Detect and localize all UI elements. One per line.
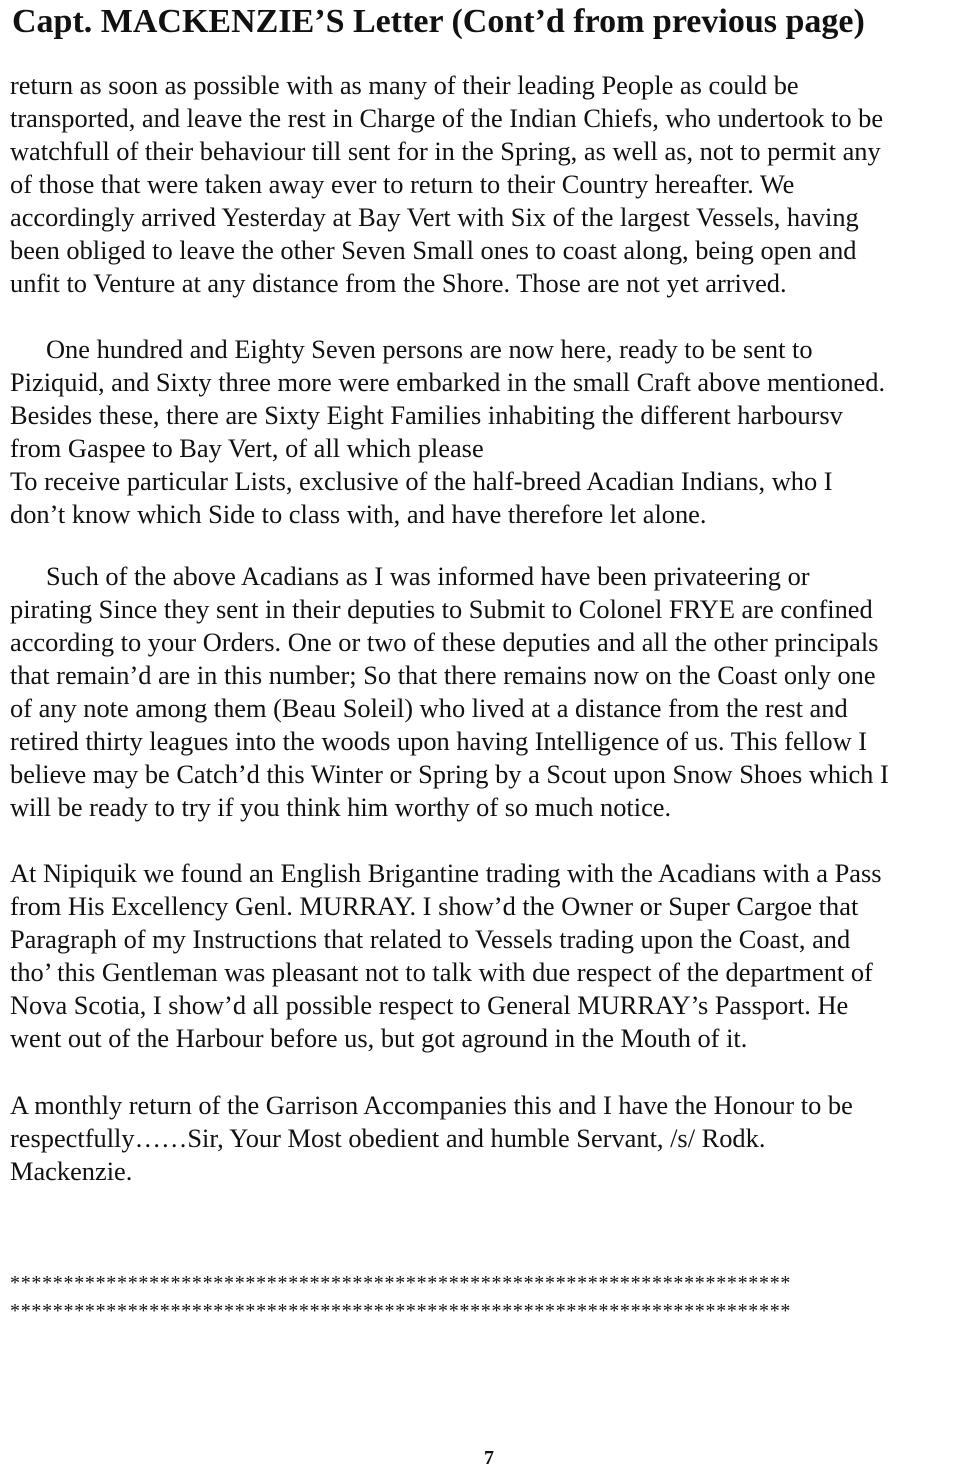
text-line: return as soon as possible with as many of their leading People as could be bbox=[10, 70, 799, 100]
text-line: pirating Since they sent in their deputies to Submit to Colonel FRYE are confined bbox=[10, 594, 873, 624]
text-line: believe may be Catch’d this Winter or Spring by a Scout upon Snow Shoes which I bbox=[10, 759, 889, 789]
text-line: A monthly return of the Garrison Accompanies this and I have the Honour to be bbox=[10, 1090, 853, 1120]
text-line: of any note among them (Beau Soleil) who lived at a distance from the rest and bbox=[10, 693, 848, 723]
text-line: tho’ this Gentleman was pleasant not to talk with due respect of the department of bbox=[10, 957, 873, 987]
page-number: 7 bbox=[484, 1447, 494, 1469]
text-line: don’t know which Side to class with, and have therefore let alone. bbox=[10, 499, 707, 529]
text-line: Such of the above Acadians as I was informed have been privateering or bbox=[46, 561, 810, 591]
text-line: unfit to Venture at any distance from the Shore. Those are not yet arrived. bbox=[10, 268, 787, 298]
text-line: of those that were taken away ever to return to their Country hereafter. We bbox=[10, 169, 795, 199]
text-line: watchfull of their behaviour till sent for in the Spring, as well as, not to permit any bbox=[10, 136, 881, 166]
text-line: Mackenzie. bbox=[10, 1156, 133, 1186]
text-line: retired thirty leagues into the woods upon having Intelligence of us. This fellow I bbox=[10, 726, 868, 756]
text-line: Besides these, there are Sixty Eight Families inhabiting the different harboursv bbox=[10, 400, 843, 430]
text-line: Piziquid, and Sixty three more were embarked in the small Craft above mentioned. bbox=[10, 367, 886, 397]
text-line: will be ready to try if you think him worthy of so much notice. bbox=[10, 792, 672, 822]
text-line: respectfully……Sir, Your Most obedient and humble Servant, /s/ Rodk. bbox=[10, 1123, 766, 1153]
text-line: One hundred and Eighty Seven persons are now here, ready to be sent to bbox=[46, 334, 813, 364]
text-line: from Gaspee to Bay Vert, of all which please bbox=[10, 433, 484, 463]
asterisk-separator: ************************************************************************* bbox=[10, 1300, 792, 1322]
text-line: At Nipiquik we found an English Brigantine trading with the Acadians with a Pass bbox=[10, 858, 882, 888]
page-title: Capt. MACKENZIE’S Letter (Cont’d from previous page) bbox=[12, 3, 865, 40]
text-line: Paragraph of my Instructions that related to Vessels trading upon the Coast, and bbox=[10, 924, 851, 954]
text-line: according to your Orders. One or two of these deputies and all the other principals bbox=[10, 627, 879, 657]
text-line: been obliged to leave the other Seven Small ones to coast along, being open and bbox=[10, 235, 857, 265]
text-line: went out of the Harbour before us, but got aground in the Mouth of it. bbox=[10, 1023, 748, 1053]
text-line: from His Excellency Genl. MURRAY. I show’d the Owner or Super Cargoe that bbox=[10, 891, 859, 921]
text-line: transported, and leave the rest in Charge of the Indian Chiefs, who undertook to be bbox=[10, 103, 884, 133]
text-line: that remain’d are in this number; So that there remains now on the Coast only one bbox=[10, 660, 876, 690]
text-line: accordingly arrived Yesterday at Bay Vert with Six of the largest Vessels, having bbox=[10, 202, 859, 232]
asterisk-separator: ************************************************************************* bbox=[10, 1272, 792, 1294]
text-line: To receive particular Lists, exclusive of the half-breed Acadian Indians, who I bbox=[10, 466, 833, 496]
text-line: Nova Scotia, I show’d all possible respect to General MURRAY’s Passport. He bbox=[10, 990, 849, 1020]
